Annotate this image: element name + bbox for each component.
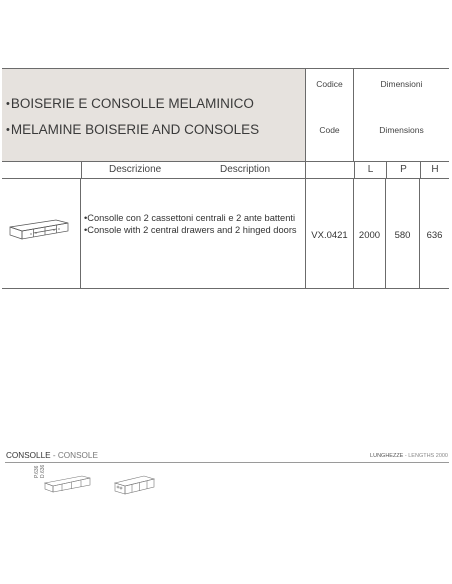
height-column-header: H xyxy=(420,162,449,179)
table-row xyxy=(2,179,449,289)
product-table xyxy=(2,68,449,289)
code-header xyxy=(306,69,354,161)
dimensions-label-english: Dimensions xyxy=(379,125,424,135)
bullet: • xyxy=(6,124,10,136)
footer-lengths: LUNGHEZZE - LENGTHS 2000 xyxy=(370,453,448,459)
description-english: •Console with 2 central drawers and 2 hinged doors xyxy=(84,225,297,235)
footer-divider xyxy=(5,462,449,463)
description-column-header xyxy=(81,162,306,179)
title-cell xyxy=(2,69,306,161)
dimensions-label-italian: Dimensioni xyxy=(380,79,423,89)
side-code-line-1: P.636 xyxy=(34,465,40,478)
section-label-english: CONSOLE xyxy=(57,451,98,460)
description-label-italian: Descrizione xyxy=(109,164,162,175)
console-front-thumbnail-icon xyxy=(114,473,156,495)
dimensions-header xyxy=(354,69,449,161)
description-label-english: Description xyxy=(220,164,271,175)
code-label-english: Code xyxy=(319,125,340,135)
side-code-line-2: D.636 xyxy=(40,464,46,478)
lengths-label-italian: LUNGHEZZE xyxy=(370,453,404,459)
footer-section-title xyxy=(6,451,98,460)
section-label-italian: CONSOLLE xyxy=(6,451,51,460)
console-thumbnail-icon xyxy=(44,474,92,494)
height-value: 636 xyxy=(426,230,443,241)
depth-value: 580 xyxy=(386,179,420,289)
bullet: • xyxy=(6,98,10,110)
description-cell xyxy=(81,179,306,289)
depth-column-header: P xyxy=(386,162,420,179)
column-header-row xyxy=(2,161,449,179)
section-separator: - xyxy=(50,451,58,460)
lengths-label-english: LENGTHS 2000 xyxy=(408,453,448,459)
title-english-text: MELAMINE BOISERIE AND CONSOLES xyxy=(10,122,260,137)
console-drawing-icon xyxy=(8,218,70,240)
header-right xyxy=(306,69,449,161)
title-italian xyxy=(6,96,254,111)
product-code: VX.0421 xyxy=(306,179,354,289)
product-image-cell xyxy=(2,179,81,289)
title-italian-text: BOISERIE E CONSOLLE MELAMINICO xyxy=(10,96,254,111)
description-italian: •Consolle con 2 cassettoni centrali e 2 ante battenti xyxy=(84,213,296,223)
length-column-header: L xyxy=(354,162,386,179)
code-label-italian: Codice xyxy=(316,79,343,89)
length-value: 2000 xyxy=(354,179,386,289)
title-english xyxy=(6,122,259,137)
